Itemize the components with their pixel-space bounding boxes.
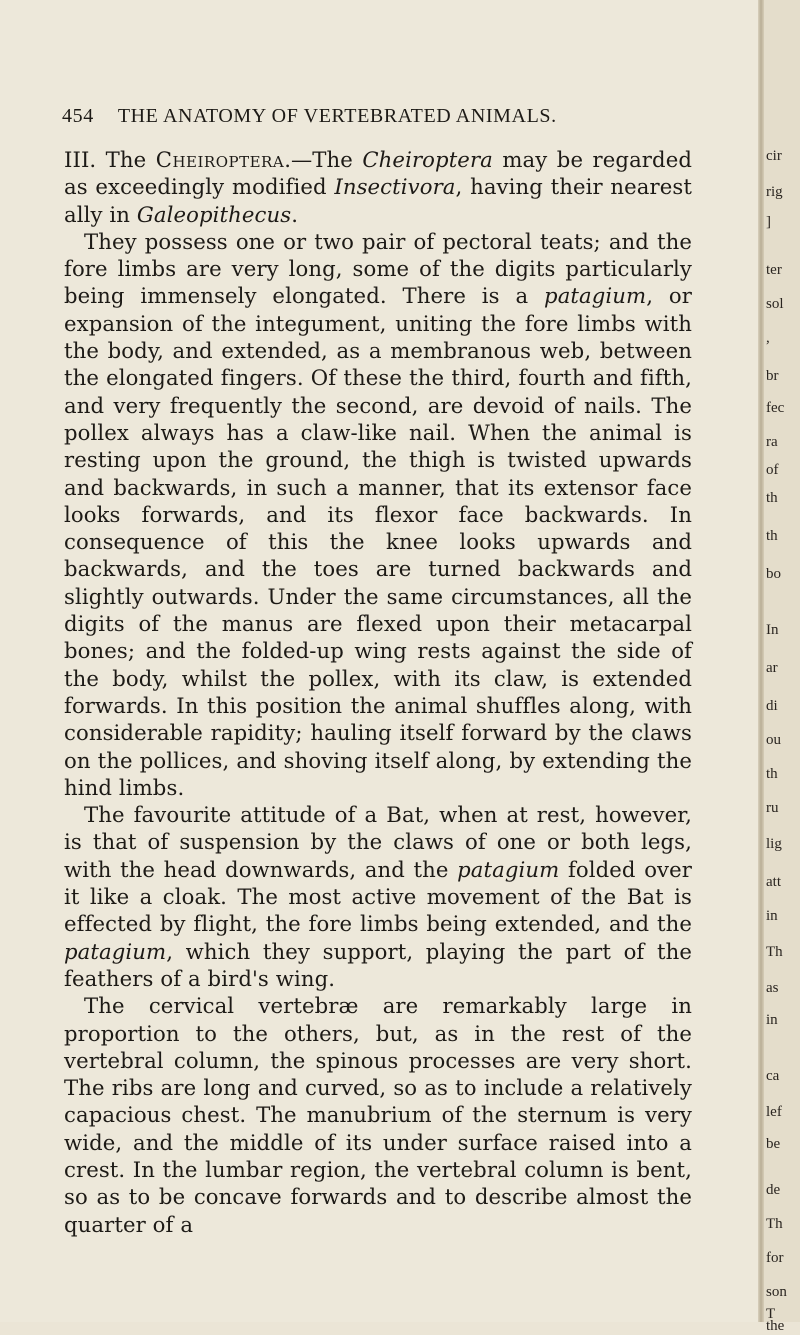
text-segment: Cheiroptera (362, 147, 493, 172)
text-segment: , having their nearest ally in (64, 174, 692, 227)
text-segment: The favourite attitude of a Bat, when at rest, however, is that of suspension by the claws of one or both legs, with the head downwards, and the (64, 802, 692, 882)
text-segment: patagium (64, 938, 167, 964)
text-segment: folded over it like a cloak. The most active movement of the Bat is effected by flight, the fore limbs being extended, and the (64, 856, 692, 937)
running-head (62, 104, 702, 128)
adjacent-page-fragment: be (766, 1136, 781, 1152)
text-segment: patagium (544, 283, 647, 309)
adjacent-page-fragment: of (766, 462, 779, 478)
adjacent-page-fragment: ru (766, 800, 779, 816)
body-text (64, 146, 692, 1238)
adjacent-page-fragment: in (766, 1012, 778, 1028)
paragraph-bat-attitude (64, 801, 692, 992)
adjacent-page-fragment: fec (766, 400, 785, 416)
paragraph-vertebrae (64, 992, 692, 1238)
text-segment: patagium (457, 856, 560, 882)
adjacent-page-fragment: son (766, 1284, 787, 1300)
text-segment: The cervical vertebræ are remarkably large in proportion to the others, but, as in the rest of the vertebral column, the spinous processes are very short. The ribs are long and curved, so as to include a relatively capacious chest. The manubrium of the sternum is very wide, and the middle of its under surface raised into a crest. In the lumbar region, the vertebral column is bent, so as to be concave forwards and to describe almost the quarter of a (64, 993, 692, 1237)
page-number: 454 (62, 105, 94, 127)
adjacent-page-fragment: bo (766, 566, 781, 582)
text-segment: Galeopithecus (136, 201, 292, 227)
adjacent-page-fragment: cir (766, 148, 782, 164)
adjacent-page-fragment: ter (766, 262, 782, 278)
adjacent-page-fragment: ] (766, 214, 771, 230)
adjacent-page-fragment: Th (766, 1216, 783, 1232)
text-segment: , or expansion of the integument, uniting the fore limbs with the body, and extended, as a membranous web, between the elongated fingers. Of these the third, fourth and fifth, and very frequently the second, are devoid of nails. The pollex always has a claw-like nail. When the animal is resting upon the ground, the thigh is twisted upwards and backwards, in such a manner, that its extensor face looks forwards, and its flexor face backwards. In consequence of this the knee looks upwards and backwards, and the toes are turned backwards and slightly outwards. Under the same circumstances, all the digits of the manus are flexed upon their metacarpal bones; and the folded-up wing rests against the side of the body, whilst the pollex, with its claw, is extended forwards. In this position the animal shuffles along, with considerable rapidity; hauling itself forward by the claws on the pollices, and shoving itself along, by extending the hind limbs. (64, 283, 692, 800)
adjacent-page-fragment: In (766, 622, 779, 638)
adjacent-page-fragment: the (766, 1318, 785, 1334)
adjacent-page-fragment: ca (766, 1068, 780, 1084)
text-segment: Insectivora (334, 174, 456, 200)
adjacent-page-fragment: ra (766, 434, 778, 450)
text-segment: may be regarded as exceedingly modified (64, 147, 692, 200)
text-segment: . (291, 201, 299, 227)
adjacent-page-fragment: in (766, 908, 778, 924)
adjacent-page-fragment: ar (766, 660, 778, 676)
adjacent-page-edge (764, 0, 800, 1334)
adjacent-page-fragment: Th (766, 944, 783, 960)
adjacent-page-fragment: th (766, 766, 778, 782)
paragraph-cheiroptera-intro (64, 146, 692, 228)
adjacent-page-fragment: lef (766, 1104, 782, 1120)
text-segment: , which they support, playing the part of the feathers of a bird's wing. (64, 938, 692, 991)
adjacent-page-fragment: for (766, 1250, 784, 1266)
running-head-title: THE ANATOMY OF VERTEBRATED ANIMALS. (117, 105, 557, 127)
text-segment: .—The (284, 147, 363, 172)
adjacent-page-fragment: lig (766, 836, 782, 852)
adjacent-page-fragment: ou (766, 732, 781, 748)
text-segment: Cheiroptera (155, 147, 285, 172)
adjacent-page-fragment: rig (766, 184, 783, 200)
adjacent-page-fragment: de (766, 1182, 781, 1198)
adjacent-page-fragment: as (766, 980, 779, 996)
adjacent-page-fragment: , (766, 330, 770, 346)
adjacent-page-fragment: T (766, 1306, 776, 1322)
adjacent-page-fragment: att (766, 874, 781, 890)
text-segment: They possess one or two pair of pectoral teats; and the fore limbs are very long, some of the digits particularly being immensely elongated. There is a (64, 228, 692, 309)
adjacent-page-fragment: th (766, 528, 778, 544)
adjacent-page-fragment: br (766, 368, 779, 384)
adjacent-page-fragment: di (766, 698, 778, 714)
adjacent-page-fragment: th (766, 490, 778, 506)
text-segment: III. The (64, 147, 156, 172)
adjacent-page-fragment: sol (766, 296, 784, 312)
paragraph-patagium (64, 228, 692, 801)
